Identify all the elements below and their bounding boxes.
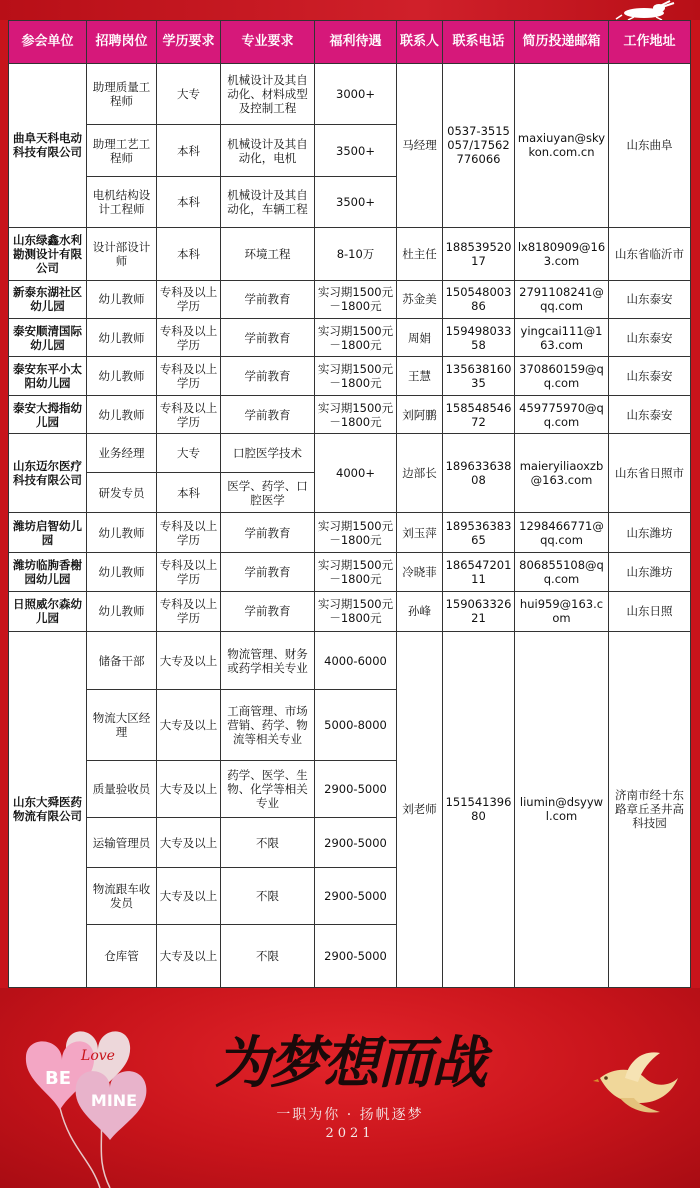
contact-person: 苏金美 (397, 280, 443, 318)
header-position: 招聘岗位 (87, 21, 157, 64)
work-address: 山东潍坊 (609, 513, 691, 552)
contact-email: yingcai111@163.com (515, 319, 609, 357)
contact-phone: 15154139680 (443, 631, 515, 987)
company-name: 山东大舜医药物流有限公司 (9, 631, 87, 987)
contact-person: 孙峰 (397, 592, 443, 631)
table-row (9, 64, 691, 125)
header-phone: 联系电话 (443, 21, 515, 64)
company-name: 曲阜天科电动科技有限公司 (9, 64, 87, 228)
contact-phone: 0537-3515057/17562776066 (443, 64, 515, 228)
company-name: 日照威尔森幼儿园 (9, 592, 87, 631)
slogan-title: 为梦想而战 (215, 1030, 485, 1096)
job-position: 助理工艺工程师 (87, 124, 157, 177)
table-row (9, 631, 691, 690)
contact-email: liumin@dsyywl.com (515, 631, 609, 987)
job-salary: 3500+ (315, 177, 397, 228)
contact-person: 周娟 (397, 319, 443, 357)
job-education: 专科及以上学历 (157, 592, 221, 631)
job-position: 幼儿教师 (87, 319, 157, 357)
job-major: 学前教育 (221, 319, 315, 357)
job-major: 不限 (221, 868, 315, 925)
work-address: 山东泰安 (609, 395, 691, 433)
table-row (9, 357, 691, 395)
contact-phone: 15854854672 (443, 395, 515, 433)
table-row (9, 227, 691, 280)
contact-person: 王慧 (397, 357, 443, 395)
job-salary: 3500+ (315, 124, 397, 177)
job-education: 大专及以上 (157, 761, 221, 818)
company-name: 泰安大拇指幼儿园 (9, 395, 87, 433)
table-row (9, 319, 691, 357)
job-education: 本科 (157, 124, 221, 177)
contact-person: 刘玉萍 (397, 513, 443, 552)
job-education: 专科及以上学历 (157, 395, 221, 433)
contact-email: hui959@163.com (515, 592, 609, 631)
job-salary: 2900-5000 (315, 761, 397, 818)
job-salary: 实习期1500元－1800元 (315, 552, 397, 591)
job-salary: 2900-5000 (315, 817, 397, 868)
job-education: 本科 (157, 472, 221, 512)
contact-email: maxiuyan@skykon.com.cn (515, 64, 609, 228)
table-row (9, 592, 691, 631)
contact-phone: 15906332621 (443, 592, 515, 631)
contact-email: 459775970@qq.com (515, 395, 609, 433)
header-major: 专业要求 (221, 21, 315, 64)
job-position: 幼儿教师 (87, 513, 157, 552)
job-salary: 5000-8000 (315, 690, 397, 761)
contact-phone: 18654720111 (443, 552, 515, 591)
job-major: 学前教育 (221, 552, 315, 591)
job-position: 幼儿教师 (87, 552, 157, 591)
company-name: 潍坊启智幼儿园 (9, 513, 87, 552)
slogan-subtitle: 一职为你 · 扬帆逐梦 (276, 1107, 424, 1123)
job-salary: 实习期1500元－1800元 (315, 319, 397, 357)
job-major: 口腔医学技术 (221, 434, 315, 472)
job-salary: 4000+ (315, 434, 397, 513)
header-company: 参会单位 (9, 21, 87, 64)
job-salary: 实习期1500元－1800元 (315, 592, 397, 631)
job-position: 仓库管 (87, 925, 157, 988)
job-major: 学前教育 (221, 513, 315, 552)
header-email: 简历投递邮箱 (515, 21, 609, 64)
footer-banner (0, 988, 700, 1188)
job-education: 大专及以上 (157, 868, 221, 925)
job-position: 幼儿教师 (87, 357, 157, 395)
job-position: 电机结构设计工程师 (87, 177, 157, 228)
job-education: 大专 (157, 434, 221, 472)
header-contact: 联系人 (397, 21, 443, 64)
work-address: 山东潍坊 (609, 552, 691, 591)
company-name: 泰安东平小太阳幼儿园 (9, 357, 87, 395)
company-name: 山东迈尔医疗科技有限公司 (9, 434, 87, 513)
contact-phone: 18853952017 (443, 227, 515, 280)
job-education: 专科及以上学历 (157, 552, 221, 591)
work-address: 山东省临沂市 (609, 227, 691, 280)
contact-email: 806855108@qq.com (515, 552, 609, 591)
job-major: 物流管理、财务或药学相关专业 (221, 631, 315, 690)
job-salary: 实习期1500元－1800元 (315, 395, 397, 433)
balloon-be-text: BE (44, 1068, 72, 1089)
dove-icon (590, 1048, 680, 1118)
rabbit-icon (614, 0, 676, 20)
job-major: 学前教育 (221, 357, 315, 395)
table-row (9, 513, 691, 552)
contact-person: 马经理 (397, 64, 443, 228)
contact-email: lx8180909@163.com (515, 227, 609, 280)
company-name: 泰安顺清国际幼儿园 (9, 319, 87, 357)
contact-phone: 18963363808 (443, 434, 515, 513)
table-row (9, 552, 691, 591)
contact-email: 370860159@qq.com (515, 357, 609, 395)
header-salary: 福利待遇 (315, 21, 397, 64)
header-row (9, 21, 691, 64)
contact-person: 刘阿鹏 (397, 395, 443, 433)
job-major: 学前教育 (221, 592, 315, 631)
contact-email: 1298466771@qq.com (515, 513, 609, 552)
job-position: 幼儿教师 (87, 280, 157, 318)
job-position: 运输管理员 (87, 817, 157, 868)
contact-person: 冷晓菲 (397, 552, 443, 591)
job-education: 本科 (157, 177, 221, 228)
contact-email: 2791108241@qq.com (515, 280, 609, 318)
job-position: 助理质量工程师 (87, 64, 157, 125)
job-major: 不限 (221, 925, 315, 988)
table-row (9, 434, 691, 472)
balloon-mine-text: MINE (90, 1091, 138, 1110)
job-major: 工商管理、市场营销、药学、物流等相关专业 (221, 690, 315, 761)
work-address: 山东泰安 (609, 319, 691, 357)
contact-person: 杜主任 (397, 227, 443, 280)
work-address: 山东日照 (609, 592, 691, 631)
company-name: 潍坊临朐香榭园幼儿园 (9, 552, 87, 591)
work-address: 山东省日照市 (609, 434, 691, 513)
top-banner (0, 0, 700, 20)
work-address: 山东泰安 (609, 357, 691, 395)
recruitment-table-sheet (8, 20, 690, 988)
job-major: 药学、医学、生物、化学等相关专业 (221, 761, 315, 818)
company-name: 山东绿鑫水利勘测设计有限公司 (9, 227, 87, 280)
job-major: 不限 (221, 817, 315, 868)
job-position: 设计部设计师 (87, 227, 157, 280)
job-position: 业务经理 (87, 434, 157, 472)
contact-phone: 18953638365 (443, 513, 515, 552)
header-address: 工作地址 (609, 21, 691, 64)
job-education: 大专及以上 (157, 631, 221, 690)
contact-person: 刘老师 (397, 631, 443, 987)
job-salary: 4000-6000 (315, 631, 397, 690)
job-education: 专科及以上学历 (157, 319, 221, 357)
job-education: 本科 (157, 227, 221, 280)
job-position: 物流大区经理 (87, 690, 157, 761)
job-education: 专科及以上学历 (157, 357, 221, 395)
job-major: 环境工程 (221, 227, 315, 280)
balloon-love-text: Love (81, 1048, 115, 1064)
job-major: 机械设计及其自动化、材料成型及控制工程 (221, 64, 315, 125)
work-address: 山东曲阜 (609, 64, 691, 228)
contact-email: maieryiliaoxzb@163.com (515, 434, 609, 513)
heart-balloons-icon (0, 988, 170, 1188)
contact-phone: 15949803358 (443, 319, 515, 357)
job-position: 研发专员 (87, 472, 157, 512)
job-position: 幼儿教师 (87, 395, 157, 433)
job-education: 大专及以上 (157, 925, 221, 988)
job-salary: 实习期1500元－1800元 (315, 513, 397, 552)
contact-phone: 13563816035 (443, 357, 515, 395)
work-address: 山东泰安 (609, 280, 691, 318)
contact-phone: 15054800386 (443, 280, 515, 318)
header-education: 学历要求 (157, 21, 221, 64)
job-major: 机械设计及其自动化，电机 (221, 124, 315, 177)
job-position: 储备干部 (87, 631, 157, 690)
job-salary: 实习期1500元－1800元 (315, 357, 397, 395)
job-position: 质量验收员 (87, 761, 157, 818)
job-education: 专科及以上学历 (157, 280, 221, 318)
job-major: 学前教育 (221, 280, 315, 318)
table-row (9, 280, 691, 318)
contact-person: 边部长 (397, 434, 443, 513)
job-position: 物流跟车收发员 (87, 868, 157, 925)
job-salary: 8-10万 (315, 227, 397, 280)
company-name: 新泰东湖社区幼儿园 (9, 280, 87, 318)
job-position: 幼儿教师 (87, 592, 157, 631)
job-education: 大专 (157, 64, 221, 125)
job-salary: 2900-5000 (315, 925, 397, 988)
job-education: 大专及以上 (157, 690, 221, 761)
recruitment-table (8, 20, 691, 988)
job-salary: 3000+ (315, 64, 397, 125)
job-major: 学前教育 (221, 395, 315, 433)
job-salary: 2900-5000 (315, 868, 397, 925)
job-education: 大专及以上 (157, 817, 221, 868)
job-major: 机械设计及其自动化，车辆工程 (221, 177, 315, 228)
job-salary: 实习期1500元－1800元 (315, 280, 397, 318)
work-address: 济南市经十东路章丘圣井高科技园 (609, 631, 691, 987)
job-major: 医学、药学、口腔医学 (221, 472, 315, 512)
table-row (9, 395, 691, 433)
slogan-year: 2021 (325, 1126, 375, 1141)
job-education: 专科及以上学历 (157, 513, 221, 552)
